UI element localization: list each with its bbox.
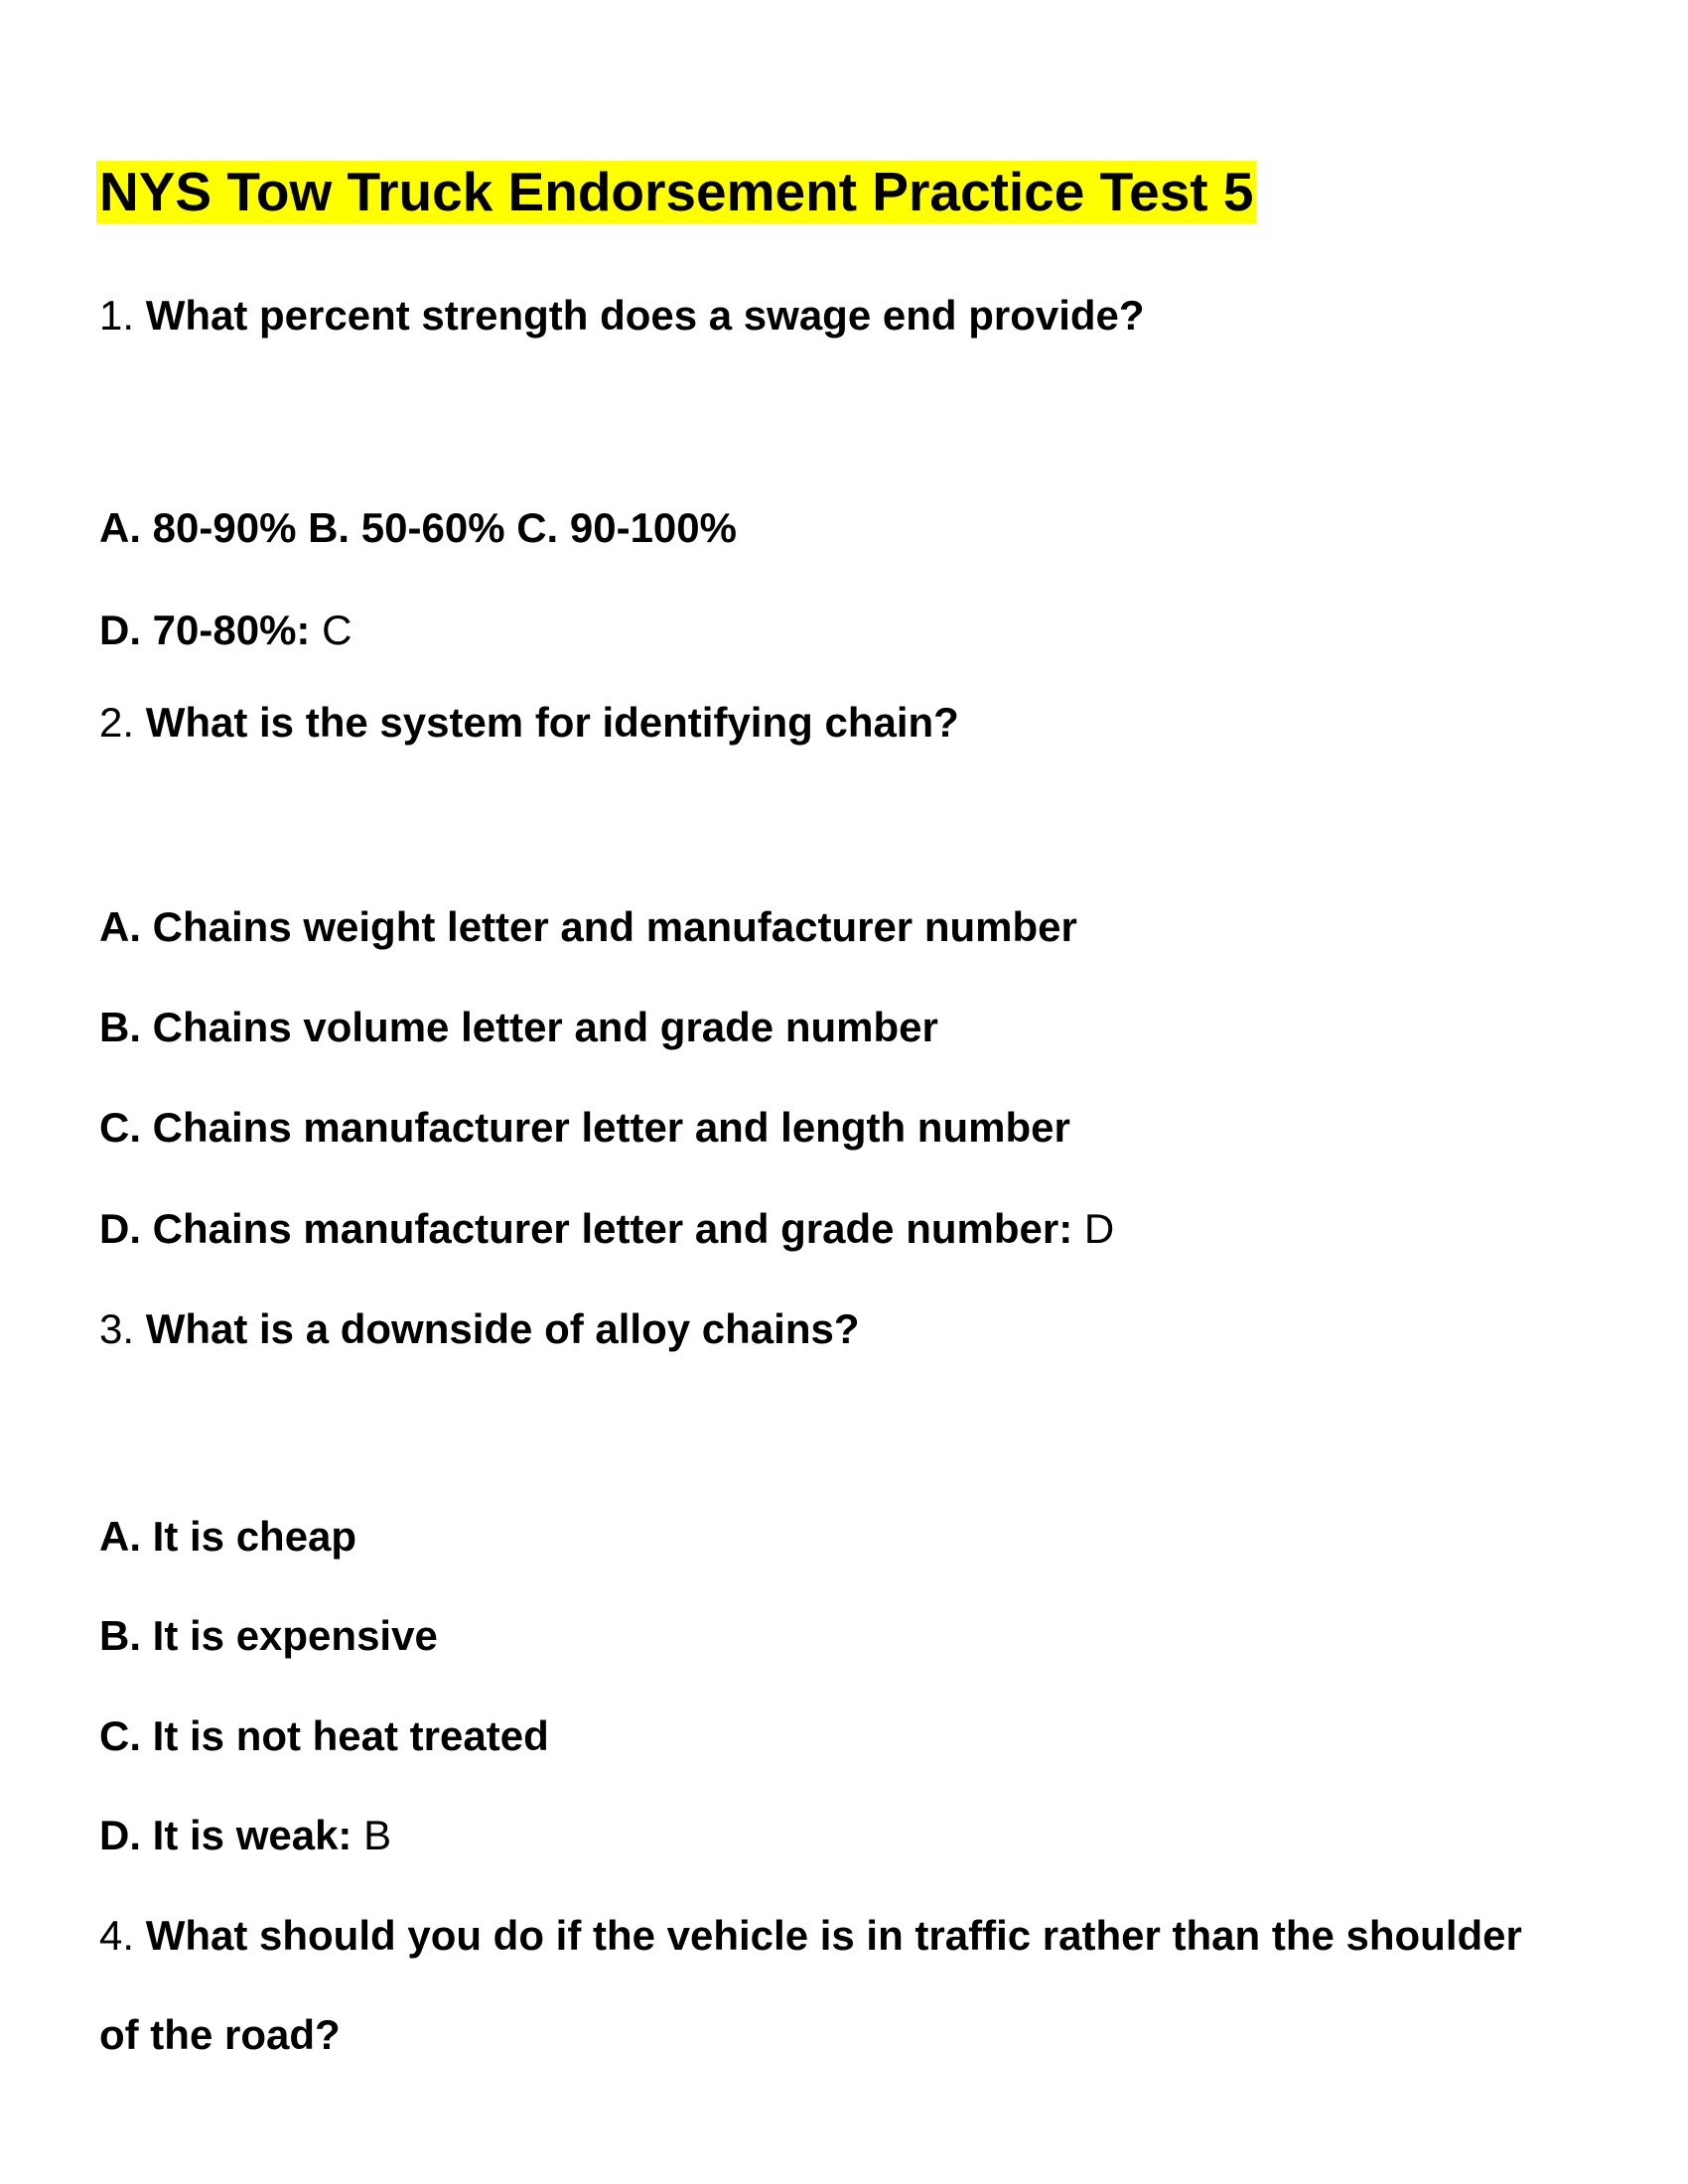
option-line (99, 1205, 1115, 1252)
option-d: D. Chains manufacturer letter and grade number: (99, 1205, 1073, 1252)
option-b: B. Chains volume letter and grade number (99, 1004, 938, 1050)
question-number: 2. (99, 699, 135, 746)
question-number: 1. (99, 292, 135, 339)
question-text: What is a downside of alloy chains? (145, 1305, 860, 1352)
answer: C (322, 607, 352, 653)
question-number: 3. (99, 1305, 135, 1352)
option-b: B. It is expensive (99, 1612, 438, 1659)
answer: D (1083, 1205, 1115, 1252)
option-d: D. It is weak: (99, 1812, 352, 1858)
option-a: A. Chains weight letter and manufacturer number (99, 903, 1077, 950)
option-c: C. It is not heat treated (99, 1712, 549, 1759)
question-1 (99, 292, 1145, 339)
option-line: A. 80-90% B. 50-60% C. 90-100% (99, 504, 737, 551)
option-c: C. Chains manufacturer letter and length number (99, 1104, 1070, 1151)
option-line (99, 607, 352, 653)
question-2 (99, 699, 959, 746)
option-d: D. 70-80%: (99, 607, 311, 653)
option-line (99, 1812, 392, 1858)
question-number: 4. (99, 1912, 135, 1959)
question-text: What should you do if the vehicle is in traffic rather than the shoulder (145, 1912, 1522, 1959)
question-4 (99, 1912, 1522, 1959)
answer: B (363, 1812, 392, 1858)
question-text-continued: of the road? (99, 2011, 341, 2058)
question-3 (99, 1305, 860, 1352)
option-a: A. It is cheap (99, 1513, 357, 1560)
question-text: What percent strength does a swage end provide? (145, 292, 1145, 339)
page-title: NYS Tow Truck Endorsement Practice Test 5 (96, 161, 1256, 223)
question-text: What is the system for identifying chain? (145, 699, 959, 746)
